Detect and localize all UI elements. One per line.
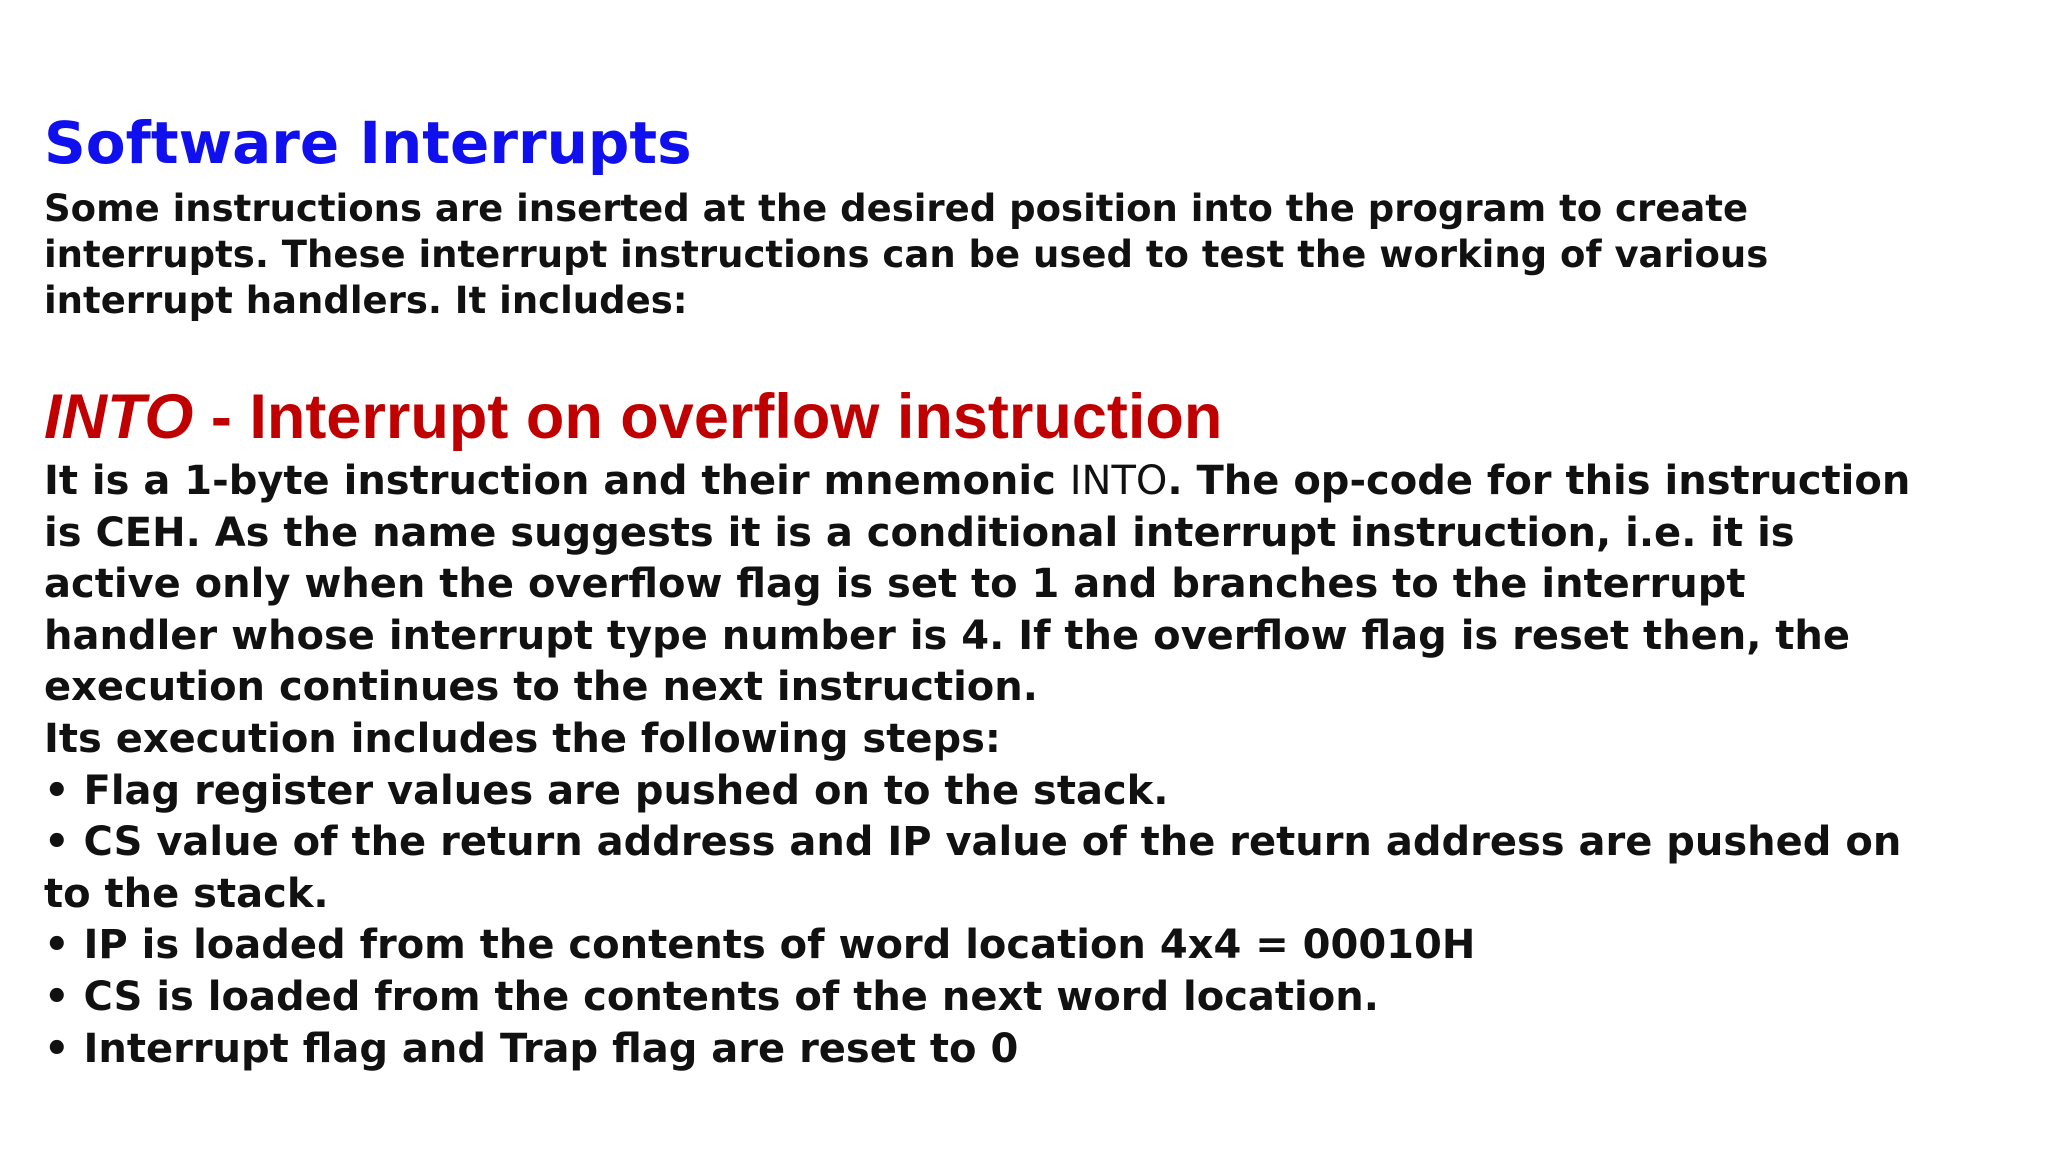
body-line [44, 456, 1910, 508]
section-heading-mnemonic: INTO [44, 382, 194, 452]
section-heading [44, 380, 1222, 454]
bullet-item: • CS value of the return address and IP value of the return address are pushed on [44, 819, 1902, 866]
body-line: is CEH. As the name suggests it is a conditional interrupt instruction, i.e. it is [44, 509, 1795, 556]
bullet-item: • Flag register values are pushed on to the stack. [44, 767, 1169, 814]
section-heading-text: - Interrupt on overflow instruction [193, 382, 1223, 452]
bullet-item: • IP is loaded from the contents of word location 4x4 = 00010H [44, 922, 1476, 969]
slide [44, 0, 2034, 1152]
body-line: handler whose interrupt type number is 4. If the overflow flag is reset then, the [44, 612, 1851, 659]
body-line: active only when the overflow flag is set to 1 and branches to the interrupt [44, 561, 1746, 608]
body-line: execution continues to the next instruction. [44, 664, 1038, 711]
body-line-end: . The op-code for this instruction [1167, 458, 1911, 504]
bullet-item-continuation: to the stack. [44, 870, 329, 917]
slide-title: Software Interrupts [44, 109, 692, 177]
bullet-item: • CS is loaded from the contents of the next word location. [44, 973, 1379, 1020]
body-line-start: It is a 1-byte instruction and their mnemonic [44, 458, 1070, 504]
body-text [44, 456, 1910, 1075]
intro-paragraph [44, 186, 1768, 324]
steps-intro: Its execution includes the following steps: [44, 715, 1001, 762]
intro-line: Some instructions are inserted at the desired position into the program to create [44, 187, 1749, 230]
bullet-item: • Interrupt flag and Trap flag are reset to 0 [44, 1025, 1019, 1072]
intro-line: interrupts. These interrupt instructions can be used to test the working of various [44, 233, 1769, 276]
inline-mnemonic: INTO [1069, 458, 1168, 504]
intro-line: interrupt handlers. It includes: [44, 279, 688, 322]
